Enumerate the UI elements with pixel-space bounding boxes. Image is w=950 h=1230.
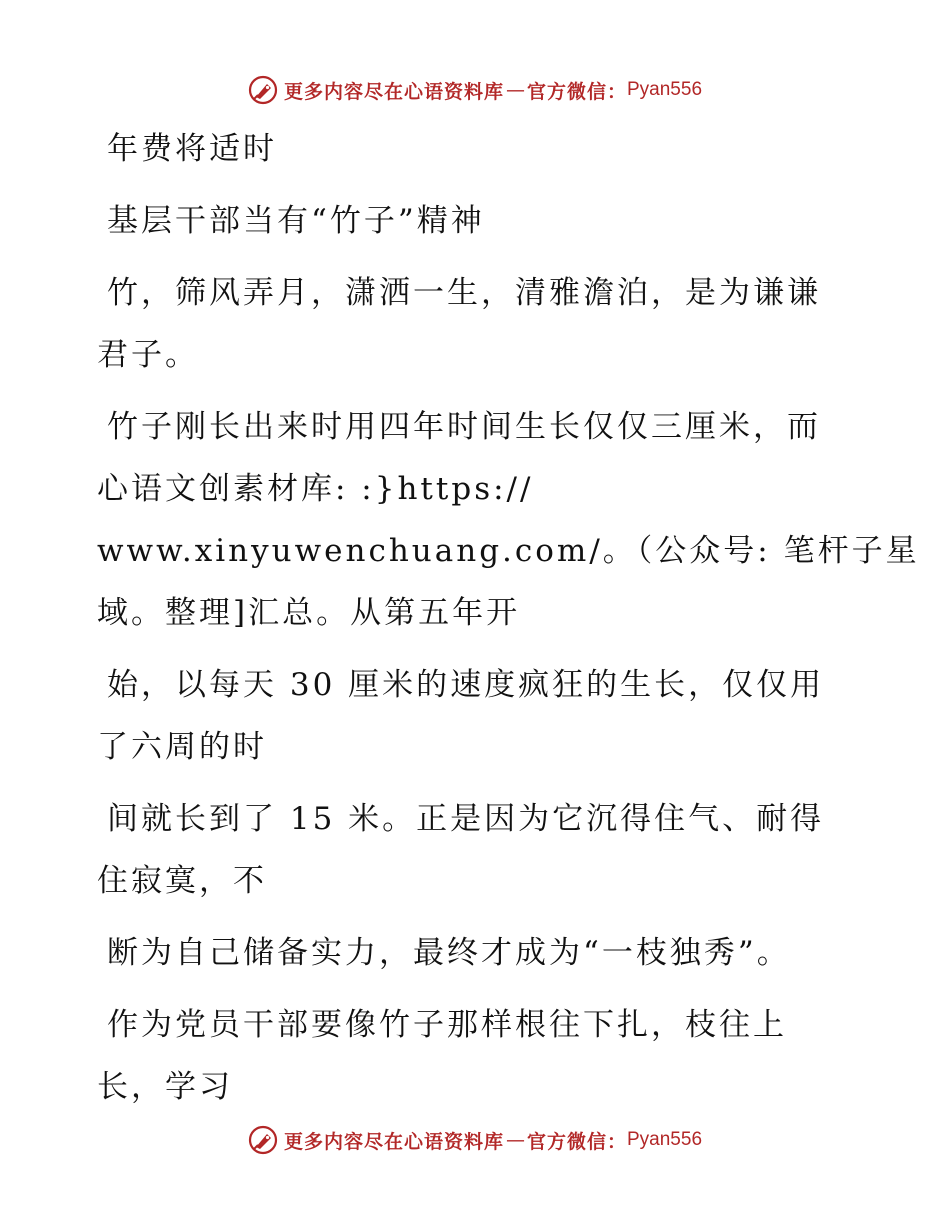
body-line: 年费将适时 [107,131,277,167]
banner-wechat-label: 官方微信： [526,1130,627,1153]
banner-text: 更多内容尽在心语资料库 [283,1130,504,1153]
banner-wechat-id: Pyan556 [627,79,703,100]
body-line: 君子。 [97,337,199,373]
section-heading: 基层干部当有“竹子”精神 [107,203,485,239]
body-line: 域。整理]汇总。从第五年开 [97,595,521,631]
footer-banner [0,1120,950,1160]
body-line: 竹子刚长出来时用四年时间生长仅仅三厘米，而 [107,409,821,445]
body-line: 长，学习 [97,1069,233,1105]
banner-text: 更多内容尽在心语资料库 [283,80,504,103]
body-line: 断为自己储备实力，最终才成为“一枝独秀”。 [107,935,791,971]
banner-separator: — [505,79,525,101]
banner-separator: — [505,1129,525,1151]
body-line: 间就长到了 15 米。正是因为它沉得住气、耐得 [107,801,825,837]
header-banner [0,70,950,110]
body-line: 始，以每天 30 厘米的速度疯狂的生长，仅仅用 [107,667,825,703]
banner-wechat-label: 官方微信： [526,80,627,103]
pen-nib-logo-icon [248,1125,278,1155]
body-line: 作为党员干部要像竹子那样根往下扎，枝往上 [107,1007,787,1043]
body-line: 住寂寞，不 [97,863,267,899]
banner-wechat-id: Pyan556 [627,1129,703,1150]
document-body [97,118,920,1118]
body-line: www.xinyuwenchuang.com/。（公众号: 笔杆子星 [97,533,920,569]
pen-nib-logo-icon [248,75,278,105]
body-line: 竹，筛风弄月，潇洒一生，清雅澹泊，是为谦谦 [107,275,821,311]
body-line: 心语文创素材库: :}https:// [97,471,534,507]
body-line: 了六周的时 [97,729,267,765]
